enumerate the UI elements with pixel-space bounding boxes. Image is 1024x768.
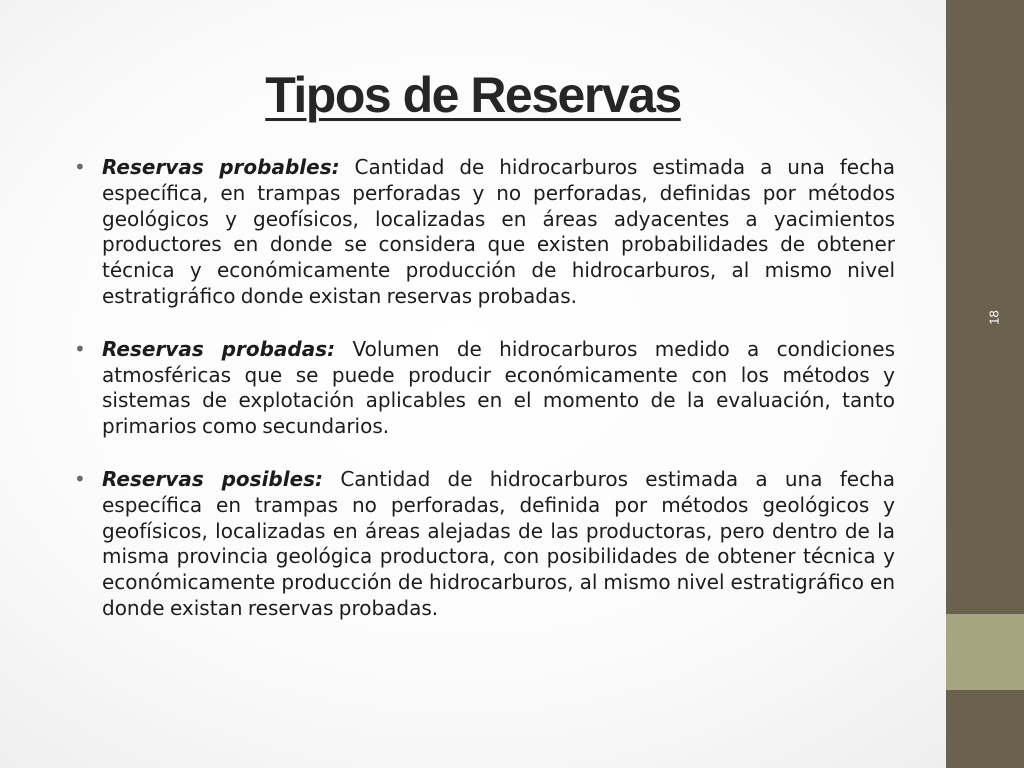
bullet-text: Cantidad de hidrocarburos estimada a una fecha específica en trampas no perforadas, definida por métodos geológicos y geofísicos, localizadas en áreas alejadas de las productoras, pero dentro de la misma provincia geológica productora, con posibilidades de obtener técnica y económicamente producción de hidrocarburos, al mismo nivel estratigráfico en donde existan reservas probadas. <box>102 466 896 620</box>
bullet-term: Reservas probables: <box>102 155 340 179</box>
side-band-accent <box>946 614 1024 690</box>
bullet-dot-icon: • <box>74 336 86 361</box>
bullet-term: Reservas probadas: <box>102 336 336 361</box>
bullet-item-probadas <box>74 336 895 440</box>
bullet-list <box>74 155 896 622</box>
bullet-text: Volumen de hidrocarburos medido a condiciones atmosféricas que se puede producir económicamente con los métodos y sistemas de explotación aplicables en el momento de la evaluación, tanto primarios como secundarios. <box>102 336 895 439</box>
slide-number: 18 <box>986 310 1002 325</box>
slide-title-text: Tipos de Reservas <box>265 67 681 123</box>
bullet-text: Cantidad de hidrocarburos estimada a una fecha específica, en trampas perforadas y no perforadas, definidas por métodos geológicos y geofísicos, localizadas en áreas adyacentes a yacimientos productores en donde se considera que existen probabilidades de obtener técnica y económicamente producción de hidrocarburos, al mismo nivel estratigráfico donde existan reservas probadas. <box>102 155 895 308</box>
bullet-dot-icon: • <box>74 466 86 491</box>
bullet-term: Reservas posibles: <box>102 466 324 491</box>
slide-title <box>0 66 946 124</box>
bullet-item-posibles <box>74 466 896 622</box>
bullet-dot-icon: • <box>74 155 86 179</box>
bullet-item-probables <box>74 155 895 310</box>
